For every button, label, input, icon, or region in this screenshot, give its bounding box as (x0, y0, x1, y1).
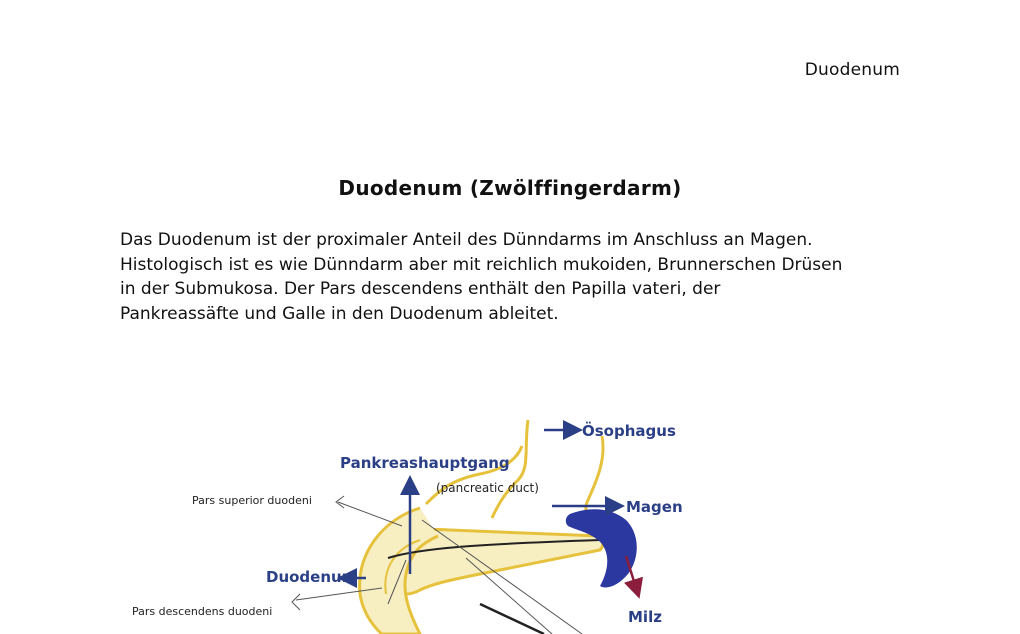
label-pars-superior: Pars superior duodeni (192, 494, 312, 507)
duodenum-anatomy-figure (120, 408, 700, 634)
anatomy-drawing (120, 408, 700, 634)
paragraph-line: in der Submukosa. Der Pars descendens enthält den Papilla vateri, der (120, 279, 721, 299)
paragraph-line: Das Duodenum ist der proximaler Anteil des Dünndarms im Anschluss an Magen. (120, 230, 813, 250)
paragraph-line: Pankreassäfte und Galle in den Duodenum ableitet. (120, 303, 559, 324)
intro-paragraph (120, 228, 910, 326)
pars-descendens-caret (292, 594, 300, 610)
document-title: Duodenum (Zwölffingerdarm) (338, 176, 682, 200)
pars-superior-caret (336, 496, 344, 508)
paragraph-line: Histologisch ist es wie Dünndarm aber mit reichlich mukoiden, Brunnerschen Drüsen (120, 254, 843, 275)
label-pancreatic-duct: (pancreatic duct) (436, 481, 539, 495)
pars-superior-pointer (338, 502, 402, 526)
running-header: Duodenum (804, 60, 900, 80)
label-pars-descendens: Pars descendens duodeni (132, 605, 273, 618)
label-pankreashauptgang: Pankreashauptgang (340, 454, 510, 472)
label-magen: Magen (626, 498, 683, 516)
label-oesophagus: Ösophagus (582, 422, 676, 440)
label-duodenum: Duodenum (266, 568, 358, 586)
label-milz: Milz (628, 608, 662, 626)
